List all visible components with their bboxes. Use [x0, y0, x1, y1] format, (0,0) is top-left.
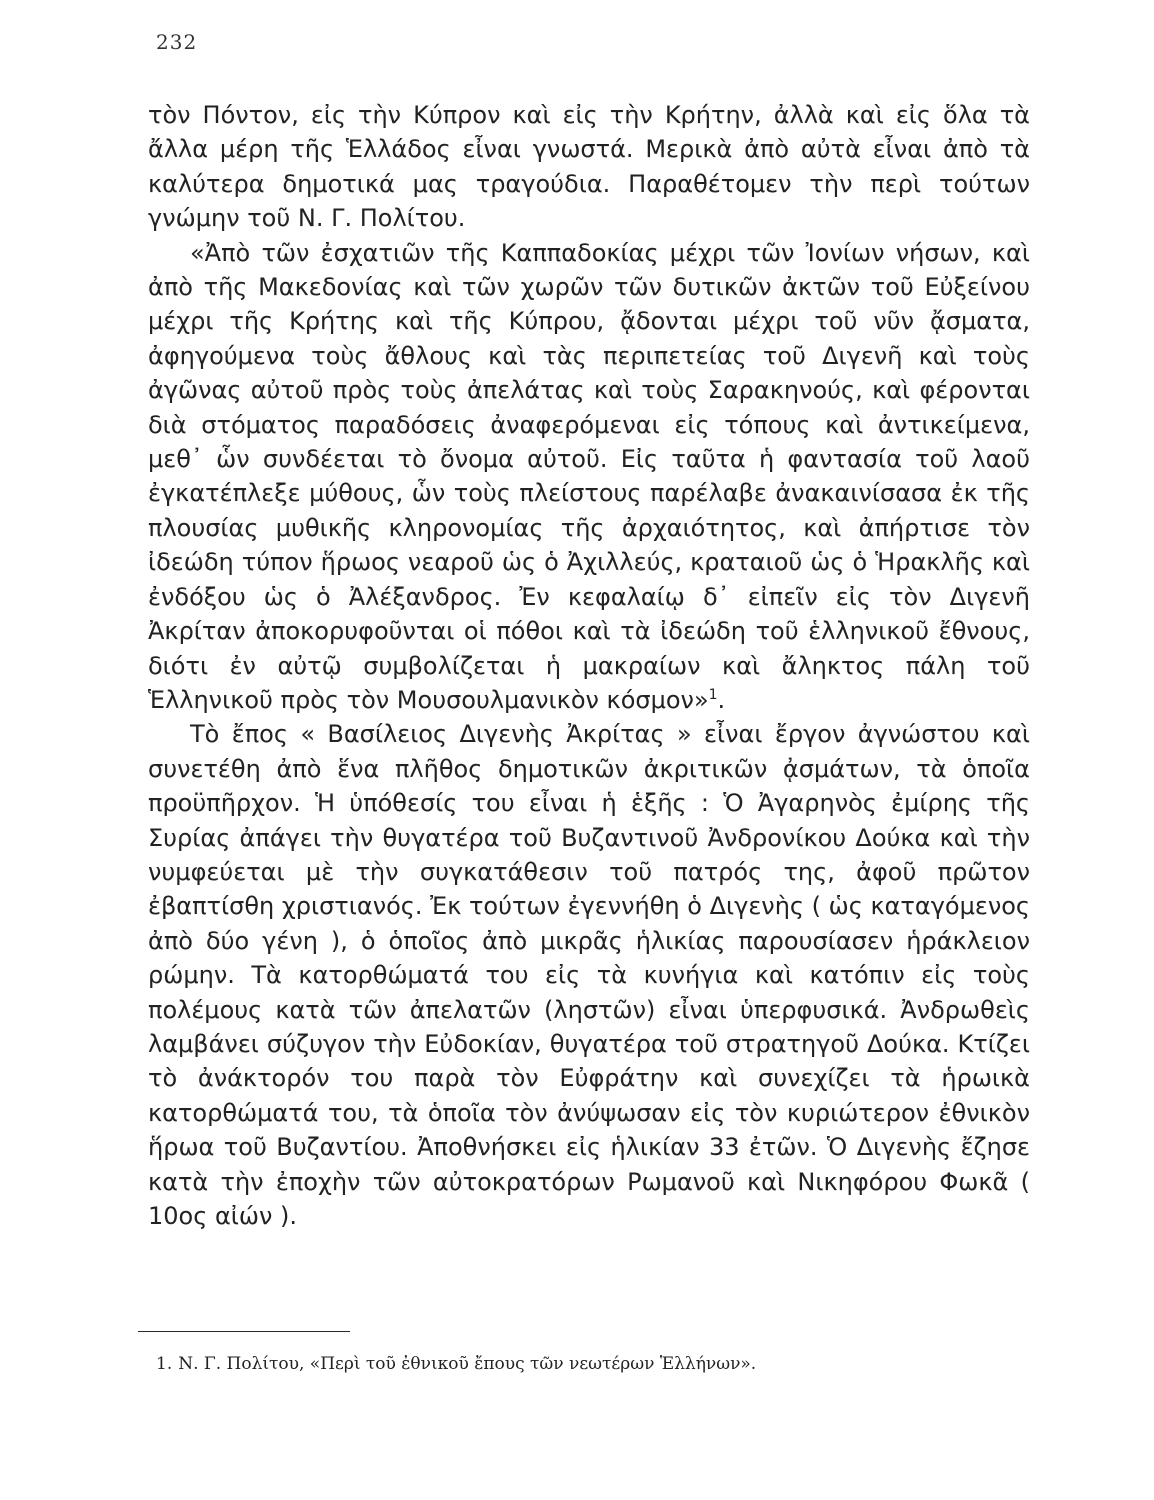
body-text	[148, 98, 1030, 1233]
paragraph-intro	[148, 98, 1030, 236]
paragraph-quotation-text: «Ἀπὸ τῶν ἐσχατιῶν τῆς Καππαδοκίας μέχρι τῶν Ἰονίων νήσων, καὶ ἀπὸ τῆς Μακεδονίας καὶ τῶν χωρῶν τῶν δυτικῶν ἀκτῶν τοῦ Εὐξείνου μέχρι τῆς Κρήτης καὶ τῆς Κύπρου, ᾄδονται μέχρι τοῦ νῦν ᾄσματα, ἀφηγούμενα τοὺς ἄθλους καὶ τὰς περιπετείας τοῦ Διγενῆ καὶ τοὺς ἀγῶνας αὐτοῦ πρὸς τοὺς ἀπελάτας καὶ τοὺς Σαρακηνούς, καὶ φέρονται διὰ στόματος παραδόσεις ἀναφερόμεναι εἰς τόπους καὶ ἀντικείμενα, μεθ᾽ ὧν συνδέεται τὸ ὄνομα αὐτοῦ. Εἰς ταῦτα ἡ φαντασία τοῦ λαοῦ ἐγκατέπλεξε μύθους, ὧν τοὺς πλείστους παρέλαβε ἀνακαινίσασα ἐκ τῆς πλουσίας μυθικῆς κληρονομίας τῆς ἀρχαιότητος, καὶ ἀπήρτισε τὸν ἰδεώδη τύπον ἥρωος νεαροῦ ὡς ὁ Ἀχιλλεύς, κραταιοῦ ὡς ὁ Ἡρακλῆς καὶ ἐνδόξου ὡς ὁ Ἀλέξανδρος. Ἐν κεφαλαίῳ δ᾽ εἰπεῖν εἰς τὸν Διγενῆ Ἀκρίταν ἀποκορυφοῦνται οἱ πόθοι καὶ τὰ ἰδεώδη τοῦ ἑλληνικοῦ ἔθνους, διότι ἐν αὐτῷ συμβολίζεται ἡ μακραίων καὶ ἄληκτος πάλη τοῦ Ἑλληνικοῦ πρὸς τὸν Μουσουλμανικὸν κόσμον»	[148, 238, 1030, 714]
paragraph-quotation	[148, 236, 1030, 718]
paragraph-intro-text: τὸν Πόντον, εἰς τὴν Κύπρον καὶ εἰς τὴν Κρήτην, ἀλλὰ καὶ εἰς ὅλα τὰ ἄλλα μέρη τῆς Ἑλλάδος εἶναι γνωστά. Μερικὰ ἀπὸ αὐτὰ εἶναι ἀπὸ τὰ καλύτερα δημοτικά μας τραγούδια. Παραθέτομεν τὴν περὶ τούτων γνώμην τοῦ Ν. Γ. Πολίτου.	[148, 101, 1030, 233]
footnote-text: Ν. Γ. Πολίτου, «Περὶ τοῦ ἐθνικοῦ ἔπους τῶν νεωτέρων Ἑλλήνων».	[178, 1354, 757, 1374]
footnote-reference[interactable]: 1	[708, 686, 718, 703]
page-number: 232	[156, 30, 198, 54]
footnote	[156, 1352, 1016, 1376]
footnote-number: 1.	[156, 1354, 173, 1374]
paragraph-epic-summary	[148, 717, 1030, 1233]
quotation-end-period: .	[717, 685, 726, 714]
paragraph-epic-summary-text: Τὸ ἔπος « Βασίλειος Διγενὴς Ἀκρίτας » εἶναι ἔργον ἀγνώστου καὶ συνετέθη ἀπὸ ἕνα πλῆθος δημοτικῶν ἀκριτικῶν ᾀσμάτων, τὰ ὁποῖα προϋπῆρχον. Ἡ ὑπόθεσίς του εἶναι ἡ ἑξῆς : Ὁ Ἀγαρηνὸς ἐμίρης τῆς Συρίας ἀπάγει τὴν θυγατέρα τοῦ Βυζαντινοῦ Ἀνδρονίκου Δούκα καὶ τὴν νυμφεύεται μὲ τὴν συγκατάθεσιν τοῦ πατρός της, ἀφοῦ πρῶτον ἐβαπτίσθη χριστιανός. Ἐκ τούτων ἐγεννήθη ὁ Διγενὴς ( ὡς καταγόμενος ἀπὸ δύο γένη ), ὁ ὁποῖος ἀπὸ μικρᾶς ἡλικίας παρουσίασεν ἡράκλειον ρώμην. Τὰ κατορθώματά του εἰς τὰ κυνήγια καὶ κατόπιν εἰς τοὺς πολέμους κατὰ τῶν ἀπελατῶν (ληστῶν) εἶναι ὑπερφυσικά. Ἀνδρωθεὶς λαμβάνει σύζυγον τὴν Εὐδοκίαν, θυγατέρα τοῦ στρατηγοῦ Δούκα. Κτίζει τὸ ἀνάκτορόν του παρὰ τὸν Εὐφράτην καὶ συνεχίζει τὰ ἡρωικὰ κατορθώματά του, τὰ ὁποῖα τὸν ἀνύψωσαν εἰς τὸν κυριώτερον ἐθνικὸν ἥρωα τοῦ Βυζαντίου. Ἀποθνήσκει εἰς ἡλικίαν 33 ἐτῶν. Ὁ Διγενὴς ἔζησε κατὰ τὴν ἐποχὴν τῶν αὐτοκρατόρων Ρωμανοῦ καὶ Νικηφόρου Φωκᾶ ( 10ος αἰών ).	[148, 720, 1030, 1230]
footnote-divider	[138, 1331, 350, 1332]
